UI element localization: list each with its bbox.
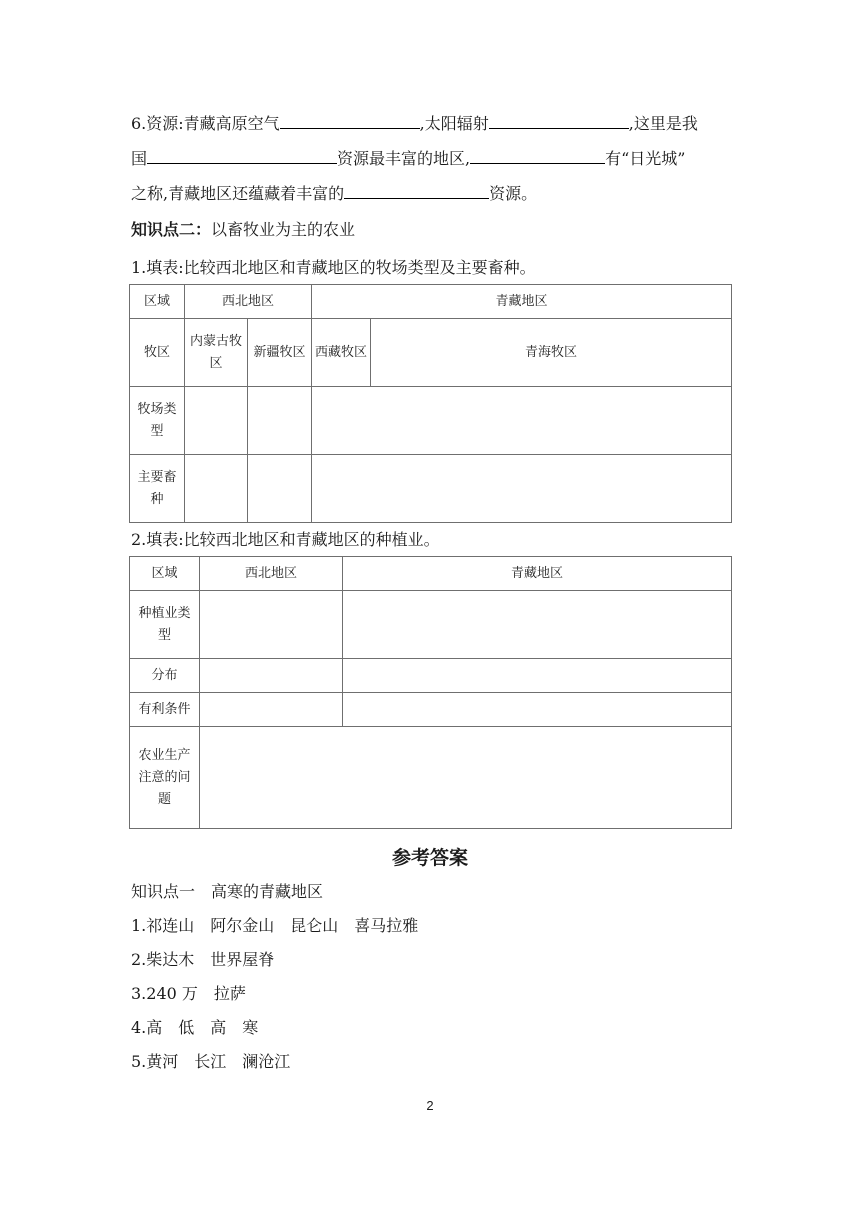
table-2-distribution-row bbox=[130, 659, 732, 693]
table-2-header-row bbox=[130, 557, 732, 591]
table-1-inner-mongolia: 内蒙古牧区 bbox=[185, 319, 248, 387]
q6-text-7: 之称,青藏地区还蕴藏着丰富的 bbox=[131, 184, 345, 203]
pasture-comparison-table bbox=[129, 284, 732, 523]
table-1-tibet: 西藏牧区 bbox=[312, 319, 371, 387]
table-1-caption: 1.填表:比较西北地区和青藏地区的牧场类型及主要畜种。 bbox=[131, 258, 536, 277]
table-2-issues-row bbox=[130, 727, 732, 829]
q6-text-5: 资源最丰富的地区, bbox=[337, 149, 471, 168]
table-2-answer-cell[interactable] bbox=[200, 693, 343, 727]
planting-comparison-table bbox=[129, 556, 732, 829]
section-2-heading bbox=[131, 220, 355, 240]
table-1-header-region: 区域 bbox=[130, 285, 185, 319]
table-1-pasture-type-row bbox=[130, 387, 732, 455]
table-2-distribution-label: 分布 bbox=[130, 659, 200, 693]
answer-line: 5.黄河 长江 澜沧江 bbox=[131, 1052, 291, 1071]
answer-line: 3.240 万 拉萨 bbox=[131, 984, 246, 1003]
table-2-header-northwest: 西北地区 bbox=[200, 557, 343, 591]
q6-text-6: 有“日光城” bbox=[605, 149, 686, 168]
table-1-header-qingzang: 青藏地区 bbox=[312, 285, 732, 319]
table-1-pasture-row bbox=[130, 319, 732, 387]
table-2-answer-cell[interactable] bbox=[343, 693, 732, 727]
table-1-answer-cell[interactable] bbox=[248, 387, 312, 455]
table-2-answer-cell[interactable] bbox=[343, 659, 732, 693]
q6-line-3 bbox=[131, 182, 537, 204]
table-1-answer-cell[interactable] bbox=[185, 387, 248, 455]
table-2-issues-label: 农业生产注意的问题 bbox=[130, 727, 200, 829]
q6-text-8: 资源。 bbox=[489, 184, 538, 203]
fill-blank-resource[interactable] bbox=[147, 147, 337, 164]
table-1-pasture-type-label: 牧场类型 bbox=[130, 387, 185, 455]
table-2-answer-cell[interactable] bbox=[200, 727, 732, 829]
table-1-pasture-label: 牧区 bbox=[130, 319, 185, 387]
fill-blank-air[interactable] bbox=[280, 112, 420, 129]
table-1-answer-cell[interactable] bbox=[185, 455, 248, 523]
section-2-title: 以畜牧业为主的农业 bbox=[211, 220, 356, 239]
answer-line: 1.祁连山 阿尔金山 昆仑山 喜马拉雅 bbox=[131, 916, 419, 935]
q6-line-2 bbox=[131, 147, 685, 169]
table-1-answer-cell[interactable] bbox=[312, 387, 732, 455]
section-2-label: 知识点二： bbox=[131, 220, 212, 239]
table-1-header-northwest: 西北地区 bbox=[185, 285, 312, 319]
table-2-header-qingzang: 青藏地区 bbox=[343, 557, 732, 591]
table-2-conditions-row bbox=[130, 693, 732, 727]
table-1-header-row bbox=[130, 285, 732, 319]
q6-line-1 bbox=[131, 112, 698, 134]
q6-text-4: 国 bbox=[131, 149, 148, 168]
table-1-answer-cell[interactable] bbox=[312, 455, 732, 523]
table-2-caption: 2.填表:比较西北地区和青藏地区的种植业。 bbox=[131, 530, 440, 549]
answer-line: 知识点一 高寒的青藏地区 bbox=[131, 882, 324, 901]
table-2-conditions-label: 有利条件 bbox=[130, 693, 200, 727]
table-1-qinghai: 青海牧区 bbox=[371, 319, 732, 387]
table-1-livestock-label: 主要畜种 bbox=[130, 455, 185, 523]
table-2-header-region: 区域 bbox=[130, 557, 200, 591]
table-1-answer-cell[interactable] bbox=[248, 455, 312, 523]
q6-text-2: ,太阳辐射 bbox=[419, 114, 489, 133]
table-2-planting-type-label: 种植业类型 bbox=[130, 591, 200, 659]
answer-line: 2.柴达木 世界屋脊 bbox=[131, 950, 275, 969]
table-1-xinjiang: 新疆牧区 bbox=[248, 319, 312, 387]
table-2-answer-cell[interactable] bbox=[200, 659, 343, 693]
q6-text-3: ,这里是我 bbox=[628, 114, 698, 133]
table-2-planting-type-row bbox=[130, 591, 732, 659]
table-2-answer-cell[interactable] bbox=[343, 591, 732, 659]
q6-text-1: 6.资源:青藏高原空气 bbox=[131, 114, 280, 133]
fill-blank-mineral[interactable] bbox=[344, 182, 489, 199]
table-2-answer-cell[interactable] bbox=[200, 591, 343, 659]
fill-blank-city[interactable] bbox=[470, 147, 605, 164]
table-1-livestock-row bbox=[130, 455, 732, 523]
answers-title: 参考答案 bbox=[391, 847, 468, 869]
answer-line: 4.高 低 高 寒 bbox=[131, 1018, 259, 1037]
page-number: 2 bbox=[426, 1098, 434, 1113]
fill-blank-radiation[interactable] bbox=[489, 112, 629, 129]
